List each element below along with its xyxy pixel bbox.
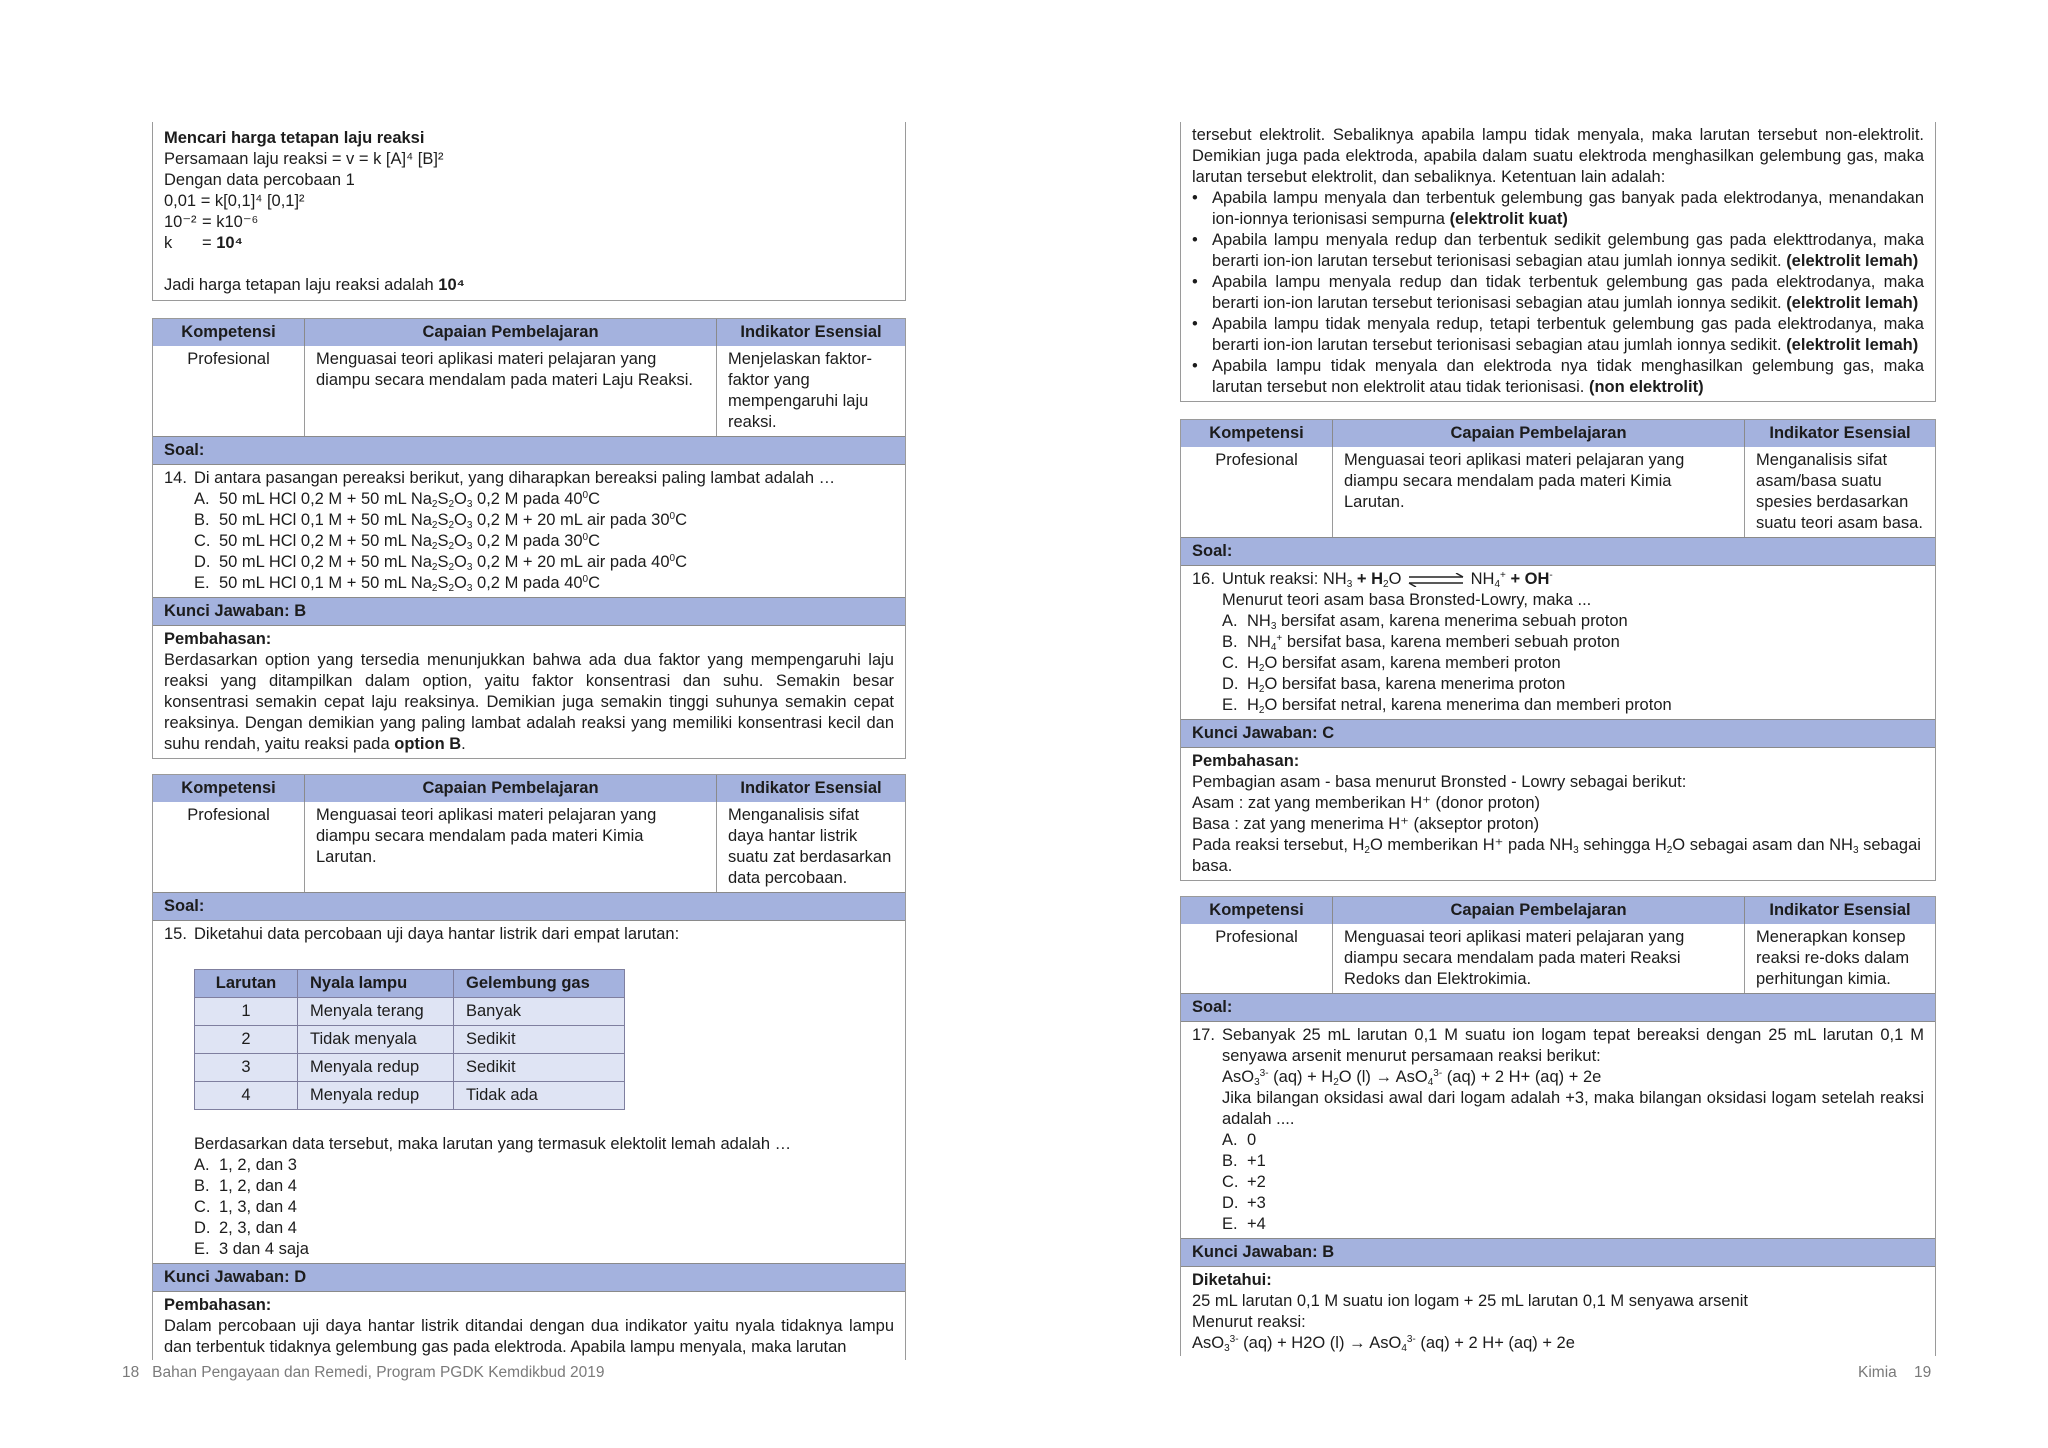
calc-line: 0,01 = k[0,1]⁴ [0,1]² (164, 192, 305, 210)
competency-header: Kompetensi Capaian Pembelajaran Indikator Esensial (1181, 897, 1935, 924)
discussion: Diketahui: 25 mL larutan 0,1 M suatu ion logam + 25 mL larutan 0,1 M senyawa arsenit Menurut reaksi: AsO$_3^{3-}$ (aq) + H2O (l) → AsO$_4^{3-}$ (aq) + 2 H+ (aq) + 2e (1192, 1271, 1748, 1354)
option-item: E. +4 (1222, 1215, 1266, 1233)
option-item: B. $NH_4^+$ bersifat basa, karena memberi sebuah proton (1222, 633, 1620, 653)
bullet-list (1192, 188, 1924, 398)
discussion-continued: tersebut elektrolit. Sebaliknya apabila lampu tidak menyala, maka larutan tersebut non-elektrolit. Demikian juga pada elektroda, apabila dalam suatu elektroda menghasilkan gelembung gas, maka larutan tersebut elektrolit, dan sebaliknya. Ketentuan lain adalah: • Apabila lampu menyala dan terbentuk gelembung gas banyak pada elektrodanya, menandakan ion-ionnya terionisasi sempurna (elektrolit kuat) • Apabila lampu menyala redup dan terbentuk sedikit gelembung gas pada elekttrodanya, maka berarti ion-ion larutan tersebut terionisasi sebagian atau jumlah ionnya sedikit. (elektrolit lemah) • Apabila lampu menyala redup dan tidak terbentuk gelembung gas pada elektrodanya, maka berarti ion-ion larutan tersebut terionisasi sebagian atau jumlah ionnya sedikit. (elektrolit lemah) • Apabila lampu tidak menyala redup, tetapi terbentuk gelembung gas pada elektrodanya, maka berarti ion-ion larutan tersebut terionisasi sebagian atau jumlah ionnya sedikit. (elektrolit lemah) • Apabila lampu tidak menyala dan elektroda nya tidak menghasilkan gelembung gas, maka larutan tersebut non elektrolit atau tidak terionisasi. (non elektrolit) (1180, 122, 1936, 402)
table-cell: 2 (195, 1026, 298, 1054)
discussion: Pembahasan: Berdasarkan option yang tersedia menunjukkan bahwa ada dua faktor yang mempengaruhi laju reaksi yang ditampilkan dalam option, yaitu faktor konsentrasi dan suhu. Semakin besar konsentrasi semakin cepat laju reaksinya. Demikian juga semakin tinggi suhunya semakin cepat reaksinya. Dengan demikian yang paling lambat adalah reaksi yang memiliki konsentrasi kecil dan suhu rendah, yaitu reaksi pada option B. (164, 630, 894, 753)
competency-header: Kompetensi Capaian Pembelajaran Indikator Esensial (153, 775, 905, 802)
table-cell: Banyak (454, 998, 625, 1026)
answer-key: Kunci Jawaban: B (153, 597, 905, 626)
calc-title: Mencari harga tetapan laju reaksi (164, 129, 425, 147)
table-row (195, 1082, 625, 1110)
calc-conclusion: Jadi harga tetapan laju reaksi adalah 10⁴ (164, 276, 465, 294)
bullet-item: • Apabila lampu menyala redup dan terbentuk sedikit gelembung gas pada elekttrodanya, maka berarti ion-ion larutan tersebut terionisasi sebagian atau jumlah ionnya sedikit. (elektrolit lemah) (1192, 231, 1924, 270)
option-item: E. $H_2O$ bersifat netral, karena menerima dan memberi proton (1222, 696, 1672, 716)
calc-line: Persamaan laju reaksi = v = k [A]⁴ [B]² (164, 150, 444, 168)
options-list (1222, 1130, 1924, 1235)
option-item: E. 50 mL HCl 0,1 M + 50 mL $Na_2S_2O_3$ 0,2 M pada $40^0C$ (194, 574, 601, 594)
table-cell: 1 (195, 998, 298, 1026)
competency-row: Profesional Menguasai teori aplikasi materi pelajaran yang diampu secara mendalam pada materi Reaksi Redoks dan Elektrokimia. Menerapkan konsep reaksi re-doks dalam perhitungan kimia. (1181, 924, 1935, 993)
competency-row: Profesional Menguasai teori aplikasi materi pelajaran yang diampu secara mendalam pada materi Laju Reaksi. Menjelaskan faktor-faktor yang mempengaruhi laju reaksi. (153, 346, 905, 436)
table-row (195, 1054, 625, 1082)
table-header: Larutan (195, 970, 298, 998)
option-item: D. 2, 3, dan 4 (194, 1219, 297, 1237)
soal-label: Soal: (153, 892, 905, 921)
question-15: 15. Diketahui data percobaan uji daya hantar listrik dari empat larutan: Larutan Nyala lampu Gelembung gas 1 Menyala terang Banyak 2 Tidak menyala Sedikit 3 Menyala redup Sedikit 4 Menyala redup Tidak ada Berdasarkan data tersebut, maka larutan yang termasuk elektolit lemah adalah … A. 1, 2, dan 3 B. 1, 2, dan 4 C. 1, 3, dan 4 D. 2, 3, dan 4 E. 3 dan 4 saja (153, 921, 905, 1263)
equilibrium-arrow-icon (1406, 573, 1466, 587)
option-item: D. $H_2O$ bersifat basa, karena menerima proton (1222, 675, 1566, 695)
table-row (195, 1026, 625, 1054)
table-cell: 3 (195, 1054, 298, 1082)
table-cell: Menyala terang (298, 998, 454, 1026)
question-text: Berdasarkan data tersebut, maka larutan yang termasuk elektolit lemah adalah … (194, 1135, 792, 1153)
footer-left: 18 Bahan Pengayaan dan Remedi, Program PGDK Kemdikbud 2019 (122, 1364, 605, 1381)
soal-label: Soal: (1181, 993, 1935, 1022)
calc-line: 10⁻² = k10⁻⁶ (164, 213, 259, 231)
calc-line: Dengan data percobaan 1 (164, 171, 355, 189)
answer-key: Kunci Jawaban: B (1181, 1238, 1935, 1267)
question-block-17 (1180, 896, 1936, 1356)
option-item: D. +3 (1222, 1194, 1266, 1212)
footer-right: Kimia 19 (1858, 1364, 1932, 1381)
competency-row: Profesional Menguasai teori aplikasi materi pelajaran yang diampu secara mendalam pada materi Kimia Larutan. Menganalisis sifat daya hantar listrik suatu zat berdasarkan data percobaan. (153, 802, 905, 892)
bullet-item: • Apabila lampu menyala dan terbentuk gelembung gas banyak pada elektrodanya, menandakan ion-ionnya terionisasi sempurna (elektrolit kuat) (1192, 189, 1924, 228)
option-item: A. $NH_3$ bersifat asam, karena menerima sebuah proton (1222, 612, 1628, 632)
table-header: Nyala lampu (298, 970, 454, 998)
option-item: C. 1, 3, dan 4 (194, 1198, 297, 1216)
bullet-item: • Apabila lampu tidak menyala redup, tetapi terbentuk gelembung gas pada elektrodanya, maka berarti ion-ion larutan tersebut terionisasi sebagian atau jumlah ionnya sedikit. (elektrolit lemah) (1192, 315, 1924, 354)
discussion: Pembahasan: Pembagian asam - basa menurut Bronsted - Lowry sebagai berikut: Asam : zat yang memberikan H⁺ (donor proton) Basa : zat yang menerima H⁺ (akseptor proton) Pada reaksi tersebut, $H_2O$ memberikan H⁺ pada $NH_3$ sehingga $H_2O$ sebagai asam dan $NH_3$ sebagai basa. (1192, 752, 1921, 875)
question-block-16 (1180, 419, 1936, 881)
discussion: Pembahasan: Dalam percobaan uji daya hantar listrik ditandai dengan dua indikator yaitu nyala tidaknya lampu dan terbentuk tidaknya gelembung gas pada elektroda. Apabila lampu menyala, maka larutan (164, 1296, 894, 1356)
table-cell: Menyala redup (298, 1054, 454, 1082)
option-item: A. 50 mL HCl 0,2 M + 50 mL $Na_2S_2O_3$ 0,2 M pada $40^0C$ (194, 490, 601, 510)
right-page (1180, 122, 1936, 1371)
option-item: A. 1, 2, dan 3 (194, 1156, 297, 1174)
soal-label: Soal: (153, 436, 905, 465)
table-header: Gelembung gas (454, 970, 625, 998)
option-item: B. 1, 2, dan 4 (194, 1177, 297, 1195)
question-14: 14. Di antara pasangan pereaksi berikut, yang diharapkan bereaksi paling lambat adalah … A. 50 mL HCl 0,2 M + 50 mL $Na_2S_2O_3$ 0,2 M pada $40^0C$ B. 50 mL HCl 0,1 M + 50 mL $Na_2S_2O_3$ 0,2 M + 20 mL air pada $30^0C$ C. 50 mL HCl 0,2 M + 50 mL $Na_2S_2O_3$ 0,2 M pada $30^0C$ D. 50 mL HCl 0,2 M + 50 mL $Na_2S_2O_3$ 0,2 M + 20 mL air pada $40^0C$ E. 50 mL HCl 0,1 M + 50 mL $Na_2S_2O_3$ 0,2 M pada $40^0C$ (153, 465, 905, 597)
bullet-item: • Apabila lampu tidak menyala dan elektroda nya tidak menghasilkan gelembung gas, maka larutan tersebut non elektrolit atau tidak terionisasi. (non elektrolit) (1192, 357, 1924, 396)
competency-row: Profesional Menguasai teori aplikasi materi pelajaran yang diampu secara mendalam pada materi Kimia Larutan. Menganalisis sifat asam/basa suatu spesies berdasarkan suatu teori asam basa. (1181, 447, 1935, 537)
option-item: B. +1 (1222, 1152, 1266, 1170)
option-item: D. 50 mL HCl 0,2 M + 50 mL $Na_2S_2O_3$ 0,2 M + 20 mL air pada $40^0C$ (194, 553, 687, 573)
question-17: 17. Sebanyak 25 mL larutan 0,1 M suatu ion logam tepat bereaksi dengan 25 mL larutan 0,1 M senyawa arsenit menurut persamaan reaksi berikut: AsO$_3^{3-}$ $(aq) + H_2O$ (l) → AsO$_4^{3-}$ (aq) + 2 H+ (aq) + 2e Jika bilangan oksidasi awal dari logam adalah +3, maka bilangan oksidasi logam setelah reaksi adalah .... A. 0 B. +1 C. +2 D. +3 E. +4 (1192, 1026, 1924, 1233)
option-item: C. 50 mL HCl 0,2 M + 50 mL $Na_2S_2O_3$ 0,2 M pada $30^0C$ (194, 532, 601, 552)
options-list (1222, 611, 1924, 716)
options-list (194, 489, 894, 594)
option-item: E. 3 dan 4 saja (194, 1240, 309, 1258)
answer-key: Kunci Jawaban: C (1181, 719, 1935, 748)
question-block-14 (152, 318, 906, 759)
table-cell: Sedikit (454, 1026, 625, 1054)
table-row (195, 998, 625, 1026)
question-block-15 (152, 774, 906, 1360)
competency-header: Kompetensi Capaian Pembelajaran Indikator Esensial (1181, 420, 1935, 447)
options-list (194, 1155, 894, 1260)
left-page (152, 122, 906, 1375)
question-16: 16. Untuk reaksi: $NH_3 + H_2O$ $NH_4^+ + OH^-$ Menurut teori asam basa Bronsted-Lowry, maka ... A. $NH_3$ bersifat asam, karena menerima sebuah proton B. $NH_4^+$ bersifat basa, karena memberi sebuah proton C. $H_2O$ bersifat asam, karena memberi proton D. $H_2O$ bersifat basa, karena menerima proton E. $H_2O$ bersifat netral, karena menerima dan memberi proton (1181, 566, 1935, 719)
table-cell: Sedikit (454, 1054, 625, 1082)
calc-block (152, 122, 906, 301)
table-cell: 4 (195, 1082, 298, 1110)
option-item: C. $H_2O$ bersifat asam, karena memberi proton (1222, 654, 1561, 674)
calc-line: k = 10⁴ (164, 234, 243, 252)
competency-header: Kompetensi Capaian Pembelajaran Indikator Esensial (153, 319, 905, 346)
experiment-table (194, 969, 625, 1110)
table-cell: Tidak ada (454, 1082, 625, 1110)
table-cell: Menyala redup (298, 1082, 454, 1110)
option-item: B. 50 mL HCl 0,1 M + 50 mL $Na_2S_2O_3$ 0,2 M + 20 mL air pada $30^0C$ (194, 511, 687, 531)
soal-label: Soal: (1181, 537, 1935, 566)
option-item: C. +2 (1222, 1173, 1266, 1191)
table-cell: Tidak menyala (298, 1026, 454, 1054)
option-item: A. 0 (1222, 1131, 1257, 1149)
bullet-item: • Apabila lampu menyala redup dan tidak terbentuk gelembung gas pada elektrodanya, maka berarti ion-ion larutan tersebut terionisasi sebagian atau jumlah ionnya sedikit. (elektrolit lemah) (1192, 273, 1924, 312)
answer-key: Kunci Jawaban: D (153, 1263, 905, 1292)
